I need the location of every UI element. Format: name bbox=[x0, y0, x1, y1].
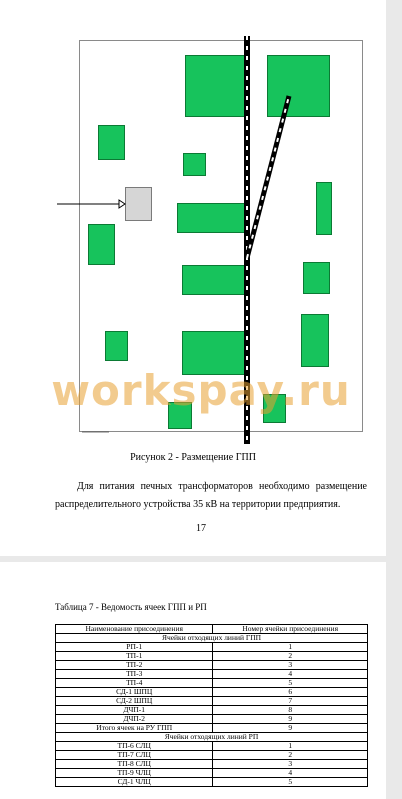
row-number: 2 bbox=[213, 652, 368, 661]
row-name: ТП-6 СЛЦ bbox=[56, 742, 213, 751]
table-row bbox=[56, 652, 368, 661]
watermark: workspay.ru bbox=[51, 366, 351, 415]
section-gpp: Ячейки отходящих линий ГПП bbox=[56, 634, 368, 643]
table-row bbox=[56, 706, 368, 715]
table-row bbox=[56, 688, 368, 697]
table-row bbox=[56, 742, 368, 751]
row-name: ТП-8 СЛЦ bbox=[56, 760, 213, 769]
row-number: 2 bbox=[213, 751, 368, 760]
table-row bbox=[56, 661, 368, 670]
table-row bbox=[56, 760, 368, 769]
row-number: 1 bbox=[213, 742, 368, 751]
table-row bbox=[56, 670, 368, 679]
table-title: Таблица 7 - Ведомость ячеек ГПП и РП bbox=[55, 602, 207, 612]
row-name: ТП-7 СЛЦ bbox=[56, 751, 213, 760]
row-number: 9 bbox=[213, 715, 368, 724]
table-row bbox=[56, 697, 368, 706]
header-name: Наименование присоединения bbox=[56, 625, 213, 634]
row-name: СД-1 ШПЦ bbox=[56, 688, 213, 697]
row-name: ТП-2 bbox=[56, 661, 213, 670]
row-number: 5 bbox=[213, 778, 368, 787]
row-number: 3 bbox=[213, 661, 368, 670]
table-row bbox=[56, 778, 368, 787]
table-section-row bbox=[56, 634, 368, 643]
row-number: 8 bbox=[213, 706, 368, 715]
row-number: 6 bbox=[213, 688, 368, 697]
row-number: 1 bbox=[213, 643, 368, 652]
header-number: Номер ячейки присоединения bbox=[213, 625, 368, 634]
body-paragraph: Для питания печных трансформаторов необходимо размещение распределительного устройства 35 кВ на территории предприятия. bbox=[55, 481, 367, 510]
table-section-row bbox=[56, 733, 368, 742]
row-name: СД-2 ШПЦ bbox=[56, 697, 213, 706]
figure-caption: Рисунок 2 - Размещение ГПП bbox=[130, 452, 256, 463]
row-number: 3 bbox=[213, 760, 368, 769]
row-name: РП-1 bbox=[56, 643, 213, 652]
row-name: ДЧП-2 bbox=[56, 715, 213, 724]
table-row bbox=[56, 751, 368, 760]
cells-table bbox=[55, 624, 368, 787]
row-name: ДЧП-1 bbox=[56, 706, 213, 715]
row-number: 9 bbox=[213, 724, 368, 733]
row-name: СД-1 ЧЛЦ bbox=[56, 778, 213, 787]
row-name: Итого ячеек на РУ ГПП bbox=[56, 724, 213, 733]
row-number: 5 bbox=[213, 679, 368, 688]
table-row bbox=[56, 769, 368, 778]
page-number: 17 bbox=[196, 523, 206, 534]
table-row bbox=[56, 679, 368, 688]
table-row bbox=[56, 643, 368, 652]
row-number: 4 bbox=[213, 670, 368, 679]
row-name: ТП-3 bbox=[56, 670, 213, 679]
row-number: 4 bbox=[213, 769, 368, 778]
row-name: ТП-4 bbox=[56, 679, 213, 688]
row-name: ТП-1 bbox=[56, 652, 213, 661]
section-rp: Ячейки отходящих линий РП bbox=[56, 733, 368, 742]
arrow-head-icon bbox=[119, 200, 125, 208]
row-name: ТП-9 ЧЛЦ bbox=[56, 769, 213, 778]
row-number: 7 bbox=[213, 697, 368, 706]
